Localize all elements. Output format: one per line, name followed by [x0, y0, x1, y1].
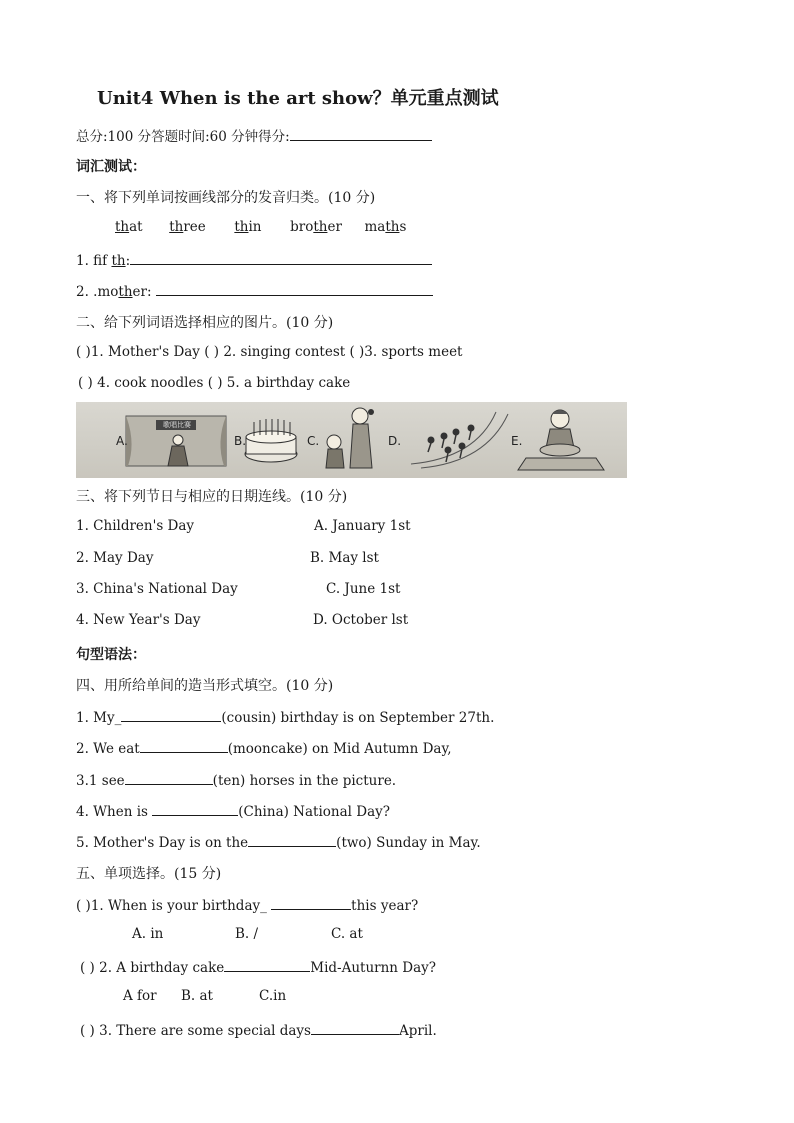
pic-label-e: E. — [511, 434, 523, 448]
q2-row-2: ( ) 4. cook noodles ( ) 5. a birthday cake — [78, 375, 351, 391]
q5-opt-2c[interactable]: C.in — [259, 988, 287, 1004]
q3-left-3: 3. China's National Day — [76, 581, 238, 597]
q3-left-2: 2. May Day — [76, 550, 154, 566]
word-maths: maths — [364, 219, 407, 235]
q4-blank-1[interactable] — [121, 707, 221, 722]
word-three: three — [169, 219, 206, 235]
q3-heading: 三、将下列节日与相应的日期连线。(10 分) — [76, 489, 348, 505]
q5-opt-1a[interactable]: A. in — [132, 926, 164, 942]
page-title: Unit4 When is the art show？单元重点测试 — [97, 88, 499, 109]
q5-opt-1c[interactable]: C. at — [331, 926, 363, 942]
q4-item-5: 5. Mother's Day is on the (two) Sunday in May. — [76, 832, 481, 851]
q1-word-list — [115, 219, 406, 235]
q5-heading: 五、单项选择。(15 分) — [76, 866, 222, 882]
answer-blank-2[interactable] — [156, 281, 433, 296]
q5-blank-2[interactable] — [224, 957, 310, 972]
q4-heading: 四、用所给单间的造当形式填空。(10 分) — [76, 678, 334, 694]
pic-label-d: D. — [388, 434, 402, 448]
q5-question-2: ( ) 2. A birthday cake Mid-Auturnn Day? — [80, 957, 436, 976]
grammar-heading: 句型语法： — [76, 647, 146, 663]
answer-blank-1[interactable] — [130, 250, 432, 265]
word-that: that — [115, 219, 143, 235]
q5-blank-3[interactable] — [311, 1020, 399, 1035]
q5-blank-1[interactable] — [271, 895, 351, 910]
q2-heading: 二、给下列词语选择相应的图片。(10 分) — [76, 315, 334, 331]
meta-text: 总分:100 分答题时间:60 分钟得分: — [76, 129, 290, 145]
q4-item-2: 2. We eat (mooncake) on Mid Autumn Day, — [76, 738, 452, 757]
q4-item-1: 1. My_ (cousin) birthday is on September 27th. — [76, 707, 494, 726]
q4-blank-4[interactable] — [152, 801, 238, 816]
q4-blank-2[interactable] — [140, 738, 228, 753]
q5-opt-2b[interactable]: B. at — [181, 988, 213, 1004]
picture-strip-art — [76, 402, 627, 478]
q3-right-1: A. January 1st — [314, 518, 411, 534]
q1-line-1: 1. fif th: — [76, 250, 432, 269]
q3-right-3: C. June 1st — [326, 581, 401, 597]
pic-label-a: A. — [116, 434, 128, 448]
q5-question-3: ( ) 3. There are some special days April. — [80, 1020, 437, 1039]
q4-blank-3[interactable] — [125, 770, 213, 785]
pic-label-c: C. — [307, 434, 320, 448]
q1-heading: 一、将下列单词按画线部分的发音归类。(10 分) — [76, 190, 376, 206]
q5-question-1: ( )1. When is your birthday_ this year? — [76, 895, 418, 914]
pic-label-b: B. — [234, 434, 247, 448]
stage-sign: 歌唱比赛 — [163, 421, 191, 429]
score-blank[interactable] — [290, 126, 432, 141]
q2-row-1: ( )1. Mother's Day ( ) 2. singing contest ( )3. sports meet — [76, 344, 463, 360]
q4-blank-5[interactable] — [248, 832, 336, 847]
q3-right-4: D. October lst — [313, 612, 409, 628]
q5-opt-1b[interactable]: B. / — [235, 926, 259, 942]
q4-item-4: 4. When is (China) National Day? — [76, 801, 390, 820]
q3-left-4: 4. New Year's Day — [76, 612, 201, 628]
q4-item-3: 3.1 see (ten) horses in the picture. — [76, 770, 396, 789]
q5-opt-2a[interactable]: A for — [123, 988, 157, 1004]
picture-strip — [76, 402, 627, 478]
word-brother: brother — [290, 219, 342, 235]
score-info — [76, 125, 432, 145]
q3-right-2: B. May lst — [310, 550, 379, 566]
vocab-heading: 词汇测试： — [76, 159, 146, 175]
q1-line-2: 2. .mother: — [76, 281, 433, 300]
word-thin: thin — [234, 219, 262, 235]
q3-left-1: 1. Children's Day — [76, 518, 195, 534]
